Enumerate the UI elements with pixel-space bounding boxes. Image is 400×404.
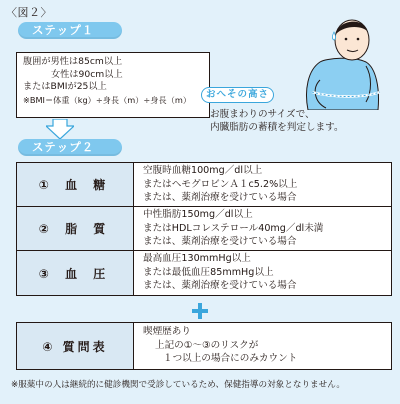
criteria-line-bmi-formula: ※BMI＝体重（kg）÷身長（m）÷身長（m） — [23, 94, 192, 105]
criteria-line: または最低血圧85mmHg以上 — [143, 266, 274, 278]
row-criteria-blood-pressure — [134, 251, 391, 295]
step2-badge: ステップ２ — [18, 139, 122, 156]
criteria-line: またはHDLコレステロール40mg／dl未満 — [143, 222, 324, 234]
criteria-line: または、薬剤治療を受けている場合 — [143, 236, 297, 247]
criteria-line: 最高血圧130mmHg以上 — [143, 253, 251, 264]
row-criteria-blood-sugar — [134, 163, 391, 206]
row-criteria-lipids — [134, 207, 391, 250]
step1-badge: ステップ１ — [18, 22, 122, 39]
criteria-line: またはヘモグロビンＡ１c5.2%以上 — [143, 178, 298, 190]
criteria-line-waist-female: 女性は90cm以上 — [51, 68, 123, 80]
figure-label: 〈図２〉 — [6, 6, 52, 19]
criteria-line: 上記の①～③のリスクが — [155, 339, 259, 351]
table-row-lipids — [17, 207, 391, 251]
navel-desc-line-2: 内臓脂肪の蓄積を判定します。 — [210, 122, 344, 133]
criteria-line: 中性脂肪150mg／dl以上 — [143, 209, 253, 220]
criteria-line-waist-male: 腹囲が男性は85cm以上 — [23, 56, 123, 67]
down-arrow-icon — [46, 119, 74, 139]
navel-height-label: おへその高さ — [201, 87, 274, 103]
plus-icon — [191, 302, 209, 320]
criteria-line: 空腹時血糖100mg／dl以上 — [143, 165, 263, 176]
navel-desc-line-1: お腹まわりのサイズで、 — [210, 109, 315, 120]
row-label-blood-sugar: ① 血 糖 — [17, 163, 134, 206]
criteria-line-bmi: またはBMIが25以上 — [23, 81, 107, 92]
criteria-line: 喫煙歴あり — [143, 326, 191, 337]
criteria-line: １つ以上の場合にのみカウント — [163, 353, 298, 364]
person-illustration-icon — [268, 10, 388, 110]
criteria-line: または、薬剤治療を受けている場合 — [143, 280, 297, 291]
questionnaire-box — [16, 322, 392, 370]
table-row-blood-pressure — [17, 251, 391, 295]
navel-description — [210, 108, 390, 134]
criteria-line: または、薬剤治療を受けている場合 — [143, 192, 297, 203]
row-label-blood-pressure: ③ 血 圧 — [17, 251, 134, 295]
table-row-blood-sugar — [17, 163, 391, 207]
row-criteria-questionnaire — [134, 323, 391, 369]
step2-risk-table — [16, 162, 392, 296]
step1-criteria-box — [16, 52, 210, 118]
row-label-questionnaire: ④ 質問表 — [17, 323, 134, 369]
footnote: ※服薬中の人は継続的に健診機関で受診しているため、保健指導の対象となりません。 — [11, 380, 345, 390]
row-label-lipids: ② 脂 質 — [17, 207, 134, 250]
